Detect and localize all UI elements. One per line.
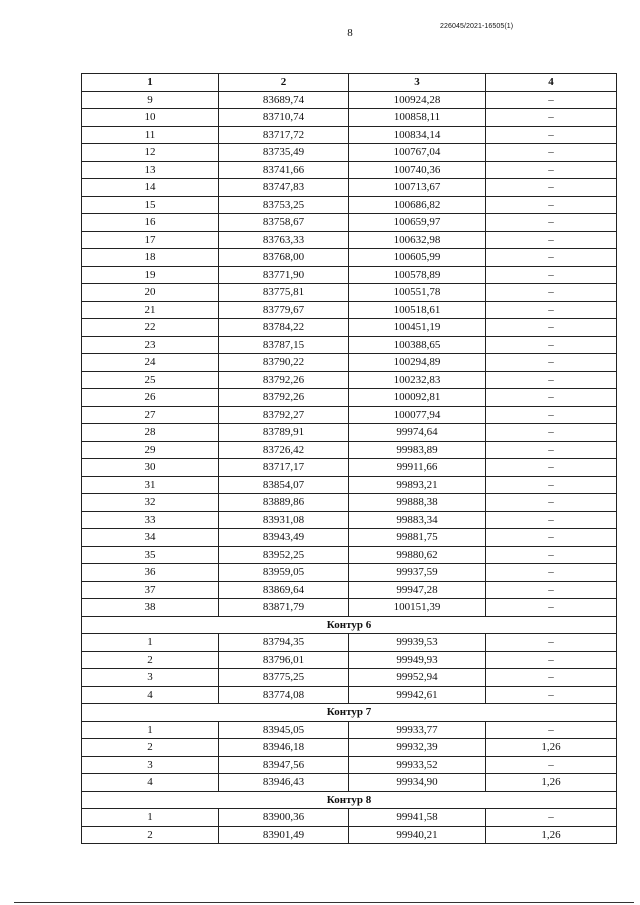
x-coordinate-cell: 83931,08 bbox=[219, 511, 349, 529]
y-coordinate-cell: 100077,94 bbox=[349, 406, 486, 424]
table-row bbox=[82, 441, 617, 459]
y-coordinate-cell: 100388,65 bbox=[349, 336, 486, 354]
y-coordinate-cell: 99952,94 bbox=[349, 669, 486, 687]
table-row bbox=[82, 581, 617, 599]
x-coordinate-cell: 83959,05 bbox=[219, 564, 349, 582]
x-coordinate-cell: 83871,79 bbox=[219, 599, 349, 617]
point-number-cell: 19 bbox=[82, 266, 219, 284]
point-number-cell: 32 bbox=[82, 494, 219, 512]
point-number-cell: 9 bbox=[82, 91, 219, 109]
y-coordinate-cell: 100767,04 bbox=[349, 144, 486, 162]
point-number-cell: 29 bbox=[82, 441, 219, 459]
table-row bbox=[82, 651, 617, 669]
x-coordinate-cell: 83946,18 bbox=[219, 739, 349, 757]
table-row bbox=[82, 686, 617, 704]
value-cell: – bbox=[486, 336, 617, 354]
x-coordinate-cell: 83717,17 bbox=[219, 459, 349, 477]
value-cell: – bbox=[486, 756, 617, 774]
table-row bbox=[82, 179, 617, 197]
x-coordinate-cell: 83741,66 bbox=[219, 161, 349, 179]
value-cell: – bbox=[486, 126, 617, 144]
contour-header-row bbox=[82, 791, 617, 809]
table-row bbox=[82, 669, 617, 687]
table-row bbox=[82, 231, 617, 249]
y-coordinate-cell: 100924,28 bbox=[349, 91, 486, 109]
point-number-cell: 16 bbox=[82, 214, 219, 232]
point-number-cell: 20 bbox=[82, 284, 219, 302]
x-coordinate-cell: 83775,25 bbox=[219, 669, 349, 687]
table-row bbox=[82, 739, 617, 757]
value-cell: – bbox=[486, 249, 617, 267]
y-coordinate-cell: 99880,62 bbox=[349, 546, 486, 564]
point-number-cell: 1 bbox=[82, 721, 219, 739]
table-row bbox=[82, 109, 617, 127]
y-coordinate-cell: 100740,36 bbox=[349, 161, 486, 179]
x-coordinate-cell: 83792,26 bbox=[219, 371, 349, 389]
point-number-cell: 38 bbox=[82, 599, 219, 617]
table-header-row bbox=[82, 74, 617, 92]
x-coordinate-cell: 83789,91 bbox=[219, 424, 349, 442]
x-coordinate-cell: 83758,67 bbox=[219, 214, 349, 232]
y-coordinate-cell: 100578,89 bbox=[349, 266, 486, 284]
value-cell: – bbox=[486, 406, 617, 424]
table-row bbox=[82, 494, 617, 512]
y-coordinate-cell: 99949,93 bbox=[349, 651, 486, 669]
point-number-cell: 25 bbox=[82, 371, 219, 389]
page-bottom-rule bbox=[14, 902, 634, 903]
x-coordinate-cell: 83726,42 bbox=[219, 441, 349, 459]
point-number-cell: 1 bbox=[82, 634, 219, 652]
point-number-cell: 11 bbox=[82, 126, 219, 144]
y-coordinate-cell: 100518,61 bbox=[349, 301, 486, 319]
y-coordinate-cell: 99947,28 bbox=[349, 581, 486, 599]
x-coordinate-cell: 83771,90 bbox=[219, 266, 349, 284]
value-cell: – bbox=[486, 319, 617, 337]
x-coordinate-cell: 83779,67 bbox=[219, 301, 349, 319]
point-number-cell: 3 bbox=[82, 669, 219, 687]
table-row bbox=[82, 406, 617, 424]
y-coordinate-cell: 99934,90 bbox=[349, 774, 486, 792]
point-number-cell: 2 bbox=[82, 739, 219, 757]
y-coordinate-cell: 99932,39 bbox=[349, 739, 486, 757]
point-number-cell: 28 bbox=[82, 424, 219, 442]
point-number-cell: 4 bbox=[82, 774, 219, 792]
point-number-cell: 1 bbox=[82, 809, 219, 827]
x-coordinate-cell: 83945,05 bbox=[219, 721, 349, 739]
table-row bbox=[82, 424, 617, 442]
x-coordinate-cell: 83763,33 bbox=[219, 231, 349, 249]
table-row bbox=[82, 266, 617, 284]
value-cell: – bbox=[486, 546, 617, 564]
y-coordinate-cell: 99940,21 bbox=[349, 826, 486, 844]
value-cell: – bbox=[486, 634, 617, 652]
point-number-cell: 2 bbox=[82, 826, 219, 844]
point-number-cell: 2 bbox=[82, 651, 219, 669]
header-col-4: 4 bbox=[486, 74, 617, 92]
table-row bbox=[82, 214, 617, 232]
x-coordinate-cell: 83943,49 bbox=[219, 529, 349, 547]
x-coordinate-cell: 83775,81 bbox=[219, 284, 349, 302]
point-number-cell: 3 bbox=[82, 756, 219, 774]
table-row bbox=[82, 144, 617, 162]
table-row bbox=[82, 126, 617, 144]
value-cell: 1,26 bbox=[486, 739, 617, 757]
value-cell: – bbox=[486, 511, 617, 529]
value-cell: – bbox=[486, 214, 617, 232]
value-cell: – bbox=[486, 686, 617, 704]
y-coordinate-cell: 99888,38 bbox=[349, 494, 486, 512]
x-coordinate-cell: 83901,49 bbox=[219, 826, 349, 844]
table-row bbox=[82, 301, 617, 319]
table-row bbox=[82, 826, 617, 844]
value-cell: – bbox=[486, 284, 617, 302]
x-coordinate-cell: 83784,22 bbox=[219, 319, 349, 337]
y-coordinate-cell: 100834,14 bbox=[349, 126, 486, 144]
table-row bbox=[82, 809, 617, 827]
point-number-cell: 37 bbox=[82, 581, 219, 599]
point-number-cell: 21 bbox=[82, 301, 219, 319]
x-coordinate-cell: 83753,25 bbox=[219, 196, 349, 214]
table-row bbox=[82, 354, 617, 372]
x-coordinate-cell: 83735,49 bbox=[219, 144, 349, 162]
x-coordinate-cell: 83787,15 bbox=[219, 336, 349, 354]
point-number-cell: 24 bbox=[82, 354, 219, 372]
contour-header-row bbox=[82, 704, 617, 722]
x-coordinate-cell: 83747,83 bbox=[219, 179, 349, 197]
x-coordinate-cell: 83717,72 bbox=[219, 126, 349, 144]
table-row bbox=[82, 756, 617, 774]
x-coordinate-cell: 83900,36 bbox=[219, 809, 349, 827]
point-number-cell: 35 bbox=[82, 546, 219, 564]
contour-header-row bbox=[82, 616, 617, 634]
x-coordinate-cell: 83768,00 bbox=[219, 249, 349, 267]
value-cell: – bbox=[486, 581, 617, 599]
x-coordinate-cell: 83796,01 bbox=[219, 651, 349, 669]
point-number-cell: 36 bbox=[82, 564, 219, 582]
y-coordinate-cell: 100451,19 bbox=[349, 319, 486, 337]
point-number-cell: 31 bbox=[82, 476, 219, 494]
value-cell: – bbox=[486, 371, 617, 389]
y-coordinate-cell: 100151,39 bbox=[349, 599, 486, 617]
value-cell: – bbox=[486, 651, 617, 669]
table-row bbox=[82, 529, 617, 547]
x-coordinate-cell: 83792,27 bbox=[219, 406, 349, 424]
y-coordinate-cell: 99883,34 bbox=[349, 511, 486, 529]
table-row bbox=[82, 774, 617, 792]
point-number-cell: 17 bbox=[82, 231, 219, 249]
table-row bbox=[82, 634, 617, 652]
point-number-cell: 34 bbox=[82, 529, 219, 547]
y-coordinate-cell: 100686,82 bbox=[349, 196, 486, 214]
y-coordinate-cell: 100232,83 bbox=[349, 371, 486, 389]
value-cell: – bbox=[486, 144, 617, 162]
y-coordinate-cell: 99941,58 bbox=[349, 809, 486, 827]
x-coordinate-cell: 83774,08 bbox=[219, 686, 349, 704]
document-reference: 226045/2021-16505(1) bbox=[440, 23, 514, 30]
point-number-cell: 30 bbox=[82, 459, 219, 477]
value-cell: – bbox=[486, 494, 617, 512]
y-coordinate-cell: 99942,61 bbox=[349, 686, 486, 704]
value-cell: – bbox=[486, 599, 617, 617]
x-coordinate-cell: 83790,22 bbox=[219, 354, 349, 372]
y-coordinate-cell: 100858,11 bbox=[349, 109, 486, 127]
table-row bbox=[82, 161, 617, 179]
y-coordinate-cell: 99933,77 bbox=[349, 721, 486, 739]
point-number-cell: 27 bbox=[82, 406, 219, 424]
point-number-cell: 4 bbox=[82, 686, 219, 704]
value-cell: 1,26 bbox=[486, 826, 617, 844]
point-number-cell: 13 bbox=[82, 161, 219, 179]
y-coordinate-cell: 100605,99 bbox=[349, 249, 486, 267]
value-cell: – bbox=[486, 301, 617, 319]
value-cell: – bbox=[486, 459, 617, 477]
y-coordinate-cell: 99911,66 bbox=[349, 459, 486, 477]
y-coordinate-cell: 99893,21 bbox=[349, 476, 486, 494]
x-coordinate-cell: 83889,86 bbox=[219, 494, 349, 512]
y-coordinate-cell: 99939,53 bbox=[349, 634, 486, 652]
header-col-3: 3 bbox=[349, 74, 486, 92]
x-coordinate-cell: 83947,56 bbox=[219, 756, 349, 774]
x-coordinate-cell: 83869,64 bbox=[219, 581, 349, 599]
table-row bbox=[82, 371, 617, 389]
x-coordinate-cell: 83794,35 bbox=[219, 634, 349, 652]
table-row bbox=[82, 389, 617, 407]
value-cell: – bbox=[486, 476, 617, 494]
x-coordinate-cell: 83946,43 bbox=[219, 774, 349, 792]
value-cell: 1,26 bbox=[486, 774, 617, 792]
value-cell: – bbox=[486, 564, 617, 582]
y-coordinate-cell: 99937,59 bbox=[349, 564, 486, 582]
value-cell: – bbox=[486, 809, 617, 827]
x-coordinate-cell: 83952,25 bbox=[219, 546, 349, 564]
value-cell: – bbox=[486, 179, 617, 197]
table-row bbox=[82, 546, 617, 564]
point-number-cell: 10 bbox=[82, 109, 219, 127]
table-row bbox=[82, 511, 617, 529]
contour-title: Контур 6 bbox=[82, 616, 617, 634]
point-number-cell: 18 bbox=[82, 249, 219, 267]
value-cell: – bbox=[486, 91, 617, 109]
table-row bbox=[82, 564, 617, 582]
value-cell: – bbox=[486, 424, 617, 442]
point-number-cell: 14 bbox=[82, 179, 219, 197]
value-cell: – bbox=[486, 669, 617, 687]
point-number-cell: 23 bbox=[82, 336, 219, 354]
table-row bbox=[82, 284, 617, 302]
point-number-cell: 22 bbox=[82, 319, 219, 337]
y-coordinate-cell: 99974,64 bbox=[349, 424, 486, 442]
y-coordinate-cell: 100659,97 bbox=[349, 214, 486, 232]
point-number-cell: 15 bbox=[82, 196, 219, 214]
page-number: 8 bbox=[347, 27, 353, 39]
value-cell: – bbox=[486, 266, 617, 284]
value-cell: – bbox=[486, 389, 617, 407]
y-coordinate-cell: 100551,78 bbox=[349, 284, 486, 302]
contour-title: Контур 8 bbox=[82, 791, 617, 809]
table-row bbox=[82, 721, 617, 739]
x-coordinate-cell: 83854,07 bbox=[219, 476, 349, 494]
y-coordinate-cell: 99881,75 bbox=[349, 529, 486, 547]
point-number-cell: 26 bbox=[82, 389, 219, 407]
y-coordinate-cell: 100294,89 bbox=[349, 354, 486, 372]
x-coordinate-cell: 83710,74 bbox=[219, 109, 349, 127]
table-row bbox=[82, 459, 617, 477]
y-coordinate-cell: 100713,67 bbox=[349, 179, 486, 197]
point-number-cell: 12 bbox=[82, 144, 219, 162]
value-cell: – bbox=[486, 354, 617, 372]
y-coordinate-cell: 99933,52 bbox=[349, 756, 486, 774]
table-row bbox=[82, 91, 617, 109]
point-number-cell: 33 bbox=[82, 511, 219, 529]
value-cell: – bbox=[486, 231, 617, 249]
table-row bbox=[82, 249, 617, 267]
table-row bbox=[82, 476, 617, 494]
table-row bbox=[82, 319, 617, 337]
header-col-1: 1 bbox=[82, 74, 219, 92]
value-cell: – bbox=[486, 721, 617, 739]
value-cell: – bbox=[486, 109, 617, 127]
table-row bbox=[82, 599, 617, 617]
contour-title: Контур 7 bbox=[82, 704, 617, 722]
table-row bbox=[82, 336, 617, 354]
coordinates-table bbox=[81, 73, 617, 844]
y-coordinate-cell: 99983,89 bbox=[349, 441, 486, 459]
x-coordinate-cell: 83792,26 bbox=[219, 389, 349, 407]
table-body bbox=[82, 91, 617, 844]
value-cell: – bbox=[486, 196, 617, 214]
y-coordinate-cell: 100092,81 bbox=[349, 389, 486, 407]
value-cell: – bbox=[486, 161, 617, 179]
header-col-2: 2 bbox=[219, 74, 349, 92]
value-cell: – bbox=[486, 441, 617, 459]
table-row bbox=[82, 196, 617, 214]
value-cell: – bbox=[486, 529, 617, 547]
x-coordinate-cell: 83689,74 bbox=[219, 91, 349, 109]
y-coordinate-cell: 100632,98 bbox=[349, 231, 486, 249]
